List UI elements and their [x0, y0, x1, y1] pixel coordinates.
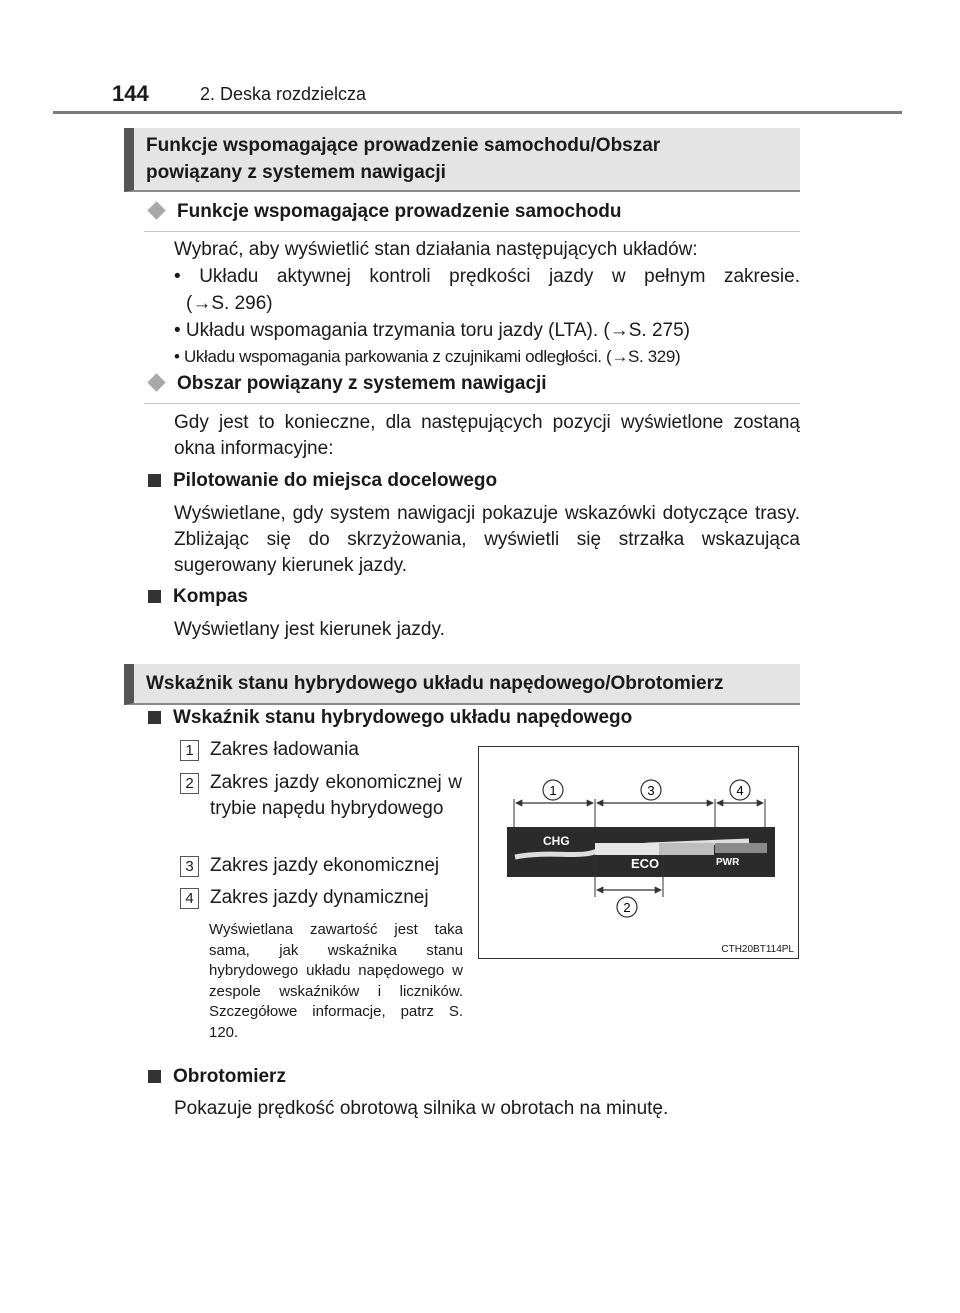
subsection-title: Funkcje wspomagające prowadzenie samochodu [177, 201, 622, 222]
subsection-driving-assist [144, 201, 800, 232]
list-item-power-range: Zakres jazdy dynamicznej [210, 887, 429, 908]
navigation-intro: Gdy jest to konieczne, dla następujących pozycji wyświetlone zostaną okna informacyjne: [174, 412, 800, 459]
list-number-4: 4 [180, 888, 199, 909]
item-heading-tachometer [148, 1066, 286, 1088]
hybrid-indicator-illustration [479, 747, 798, 958]
subsection-navigation [144, 373, 800, 404]
section-heading-line2: powiązany z systemem nawigacji [146, 162, 446, 183]
list-item-eco-range: Zakres jazdy ekonomicznej [210, 855, 440, 876]
section-heading-line1: Funkcje wspomagające prowadzenie samochodu/Obszar [146, 135, 661, 156]
list-number-2: 2 [180, 773, 199, 794]
driving-assist-intro: Wybrać, aby wyświetlić stan działania następujących układów: [174, 239, 698, 260]
callout-3-label: 3 [647, 783, 655, 798]
diamond-icon [147, 374, 165, 392]
callout-1-label: 1 [549, 783, 557, 798]
list-number-3: 3 [180, 856, 199, 877]
bullet-acc: • Układu aktywnej kontroli prędkości jazdy w pełnym zakresie. [174, 266, 800, 287]
section-heading-hybrid-indicator [124, 664, 800, 705]
item-title: Wskaźnik stanu hybrydowego układu napędowego [173, 707, 633, 728]
indicator-note: Wyświetlana zawartość jest taka sama, jak wskaźnika stanu hybrydowego układu napędowego w zespole wskaźników i liczników. Szczegółowe informacje, patrz S. 120. [209, 921, 463, 1041]
header-divider [53, 111, 902, 114]
pwr-label: PWR [716, 857, 740, 868]
eco-label: ECO [631, 856, 660, 871]
subsection-title: Obszar powiązany z systemem nawigacji [177, 373, 547, 394]
item-title: Pilotowanie do miejsca docelowego [173, 470, 498, 491]
list-item-hybrid-eco-range: Zakres jazdy ekonomicznej w trybie napędu hybrydowego [210, 772, 462, 819]
list-number-1: 1 [180, 740, 199, 761]
list-item-charge-range: Zakres ładowania [210, 739, 359, 760]
bullet-lta: • Układu wspomagania trzymania toru jazdy (LTA). (→S. 275) [174, 320, 690, 341]
square-bullet-icon [148, 474, 161, 487]
route-guidance-text: Wyświetlane, gdy system nawigacji pokazuje wskazówki dotyczące trasy. Zbliżając się do skrzyżowania, wyświetli się strzałka wskazująca sugerowany kierunek jazdy. [174, 503, 800, 576]
section-heading-driving-assist [124, 128, 800, 192]
page-number: 144 [112, 81, 149, 106]
section-heading-text: Wskaźnik stanu hybrydowego układu napędowego/Obrotomierz [146, 673, 724, 694]
item-title: Obrotomierz [173, 1066, 286, 1087]
item-heading-route-guidance [148, 470, 497, 492]
hybrid-indicator-diagram [478, 746, 799, 959]
bullet-parking: • Układu wspomagania parkowania z czujnikami odległości. (→S. 329) [174, 347, 681, 366]
diagram-code: CTH20BT114PL [721, 944, 794, 955]
chapter-title: 2. Deska rozdzielcza [200, 84, 367, 104]
callout-2-label: 2 [623, 900, 631, 915]
square-bullet-icon [148, 711, 161, 724]
square-bullet-icon [148, 1070, 161, 1083]
tachometer-text: Pokazuje prędkość obrotową silnika w obrotach na minutę. [174, 1098, 669, 1119]
callout-4-label: 4 [736, 783, 744, 798]
diamond-icon [147, 202, 165, 220]
square-bullet-icon [148, 590, 161, 603]
bullet-acc-ref: (→S. 296) [186, 293, 273, 314]
chg-label: CHG [543, 834, 570, 848]
item-title: Kompas [173, 586, 248, 607]
item-heading-hybrid-indicator [148, 707, 632, 729]
compass-text: Wyświetlany jest kierunek jazdy. [174, 619, 445, 640]
item-heading-compass [148, 586, 248, 608]
